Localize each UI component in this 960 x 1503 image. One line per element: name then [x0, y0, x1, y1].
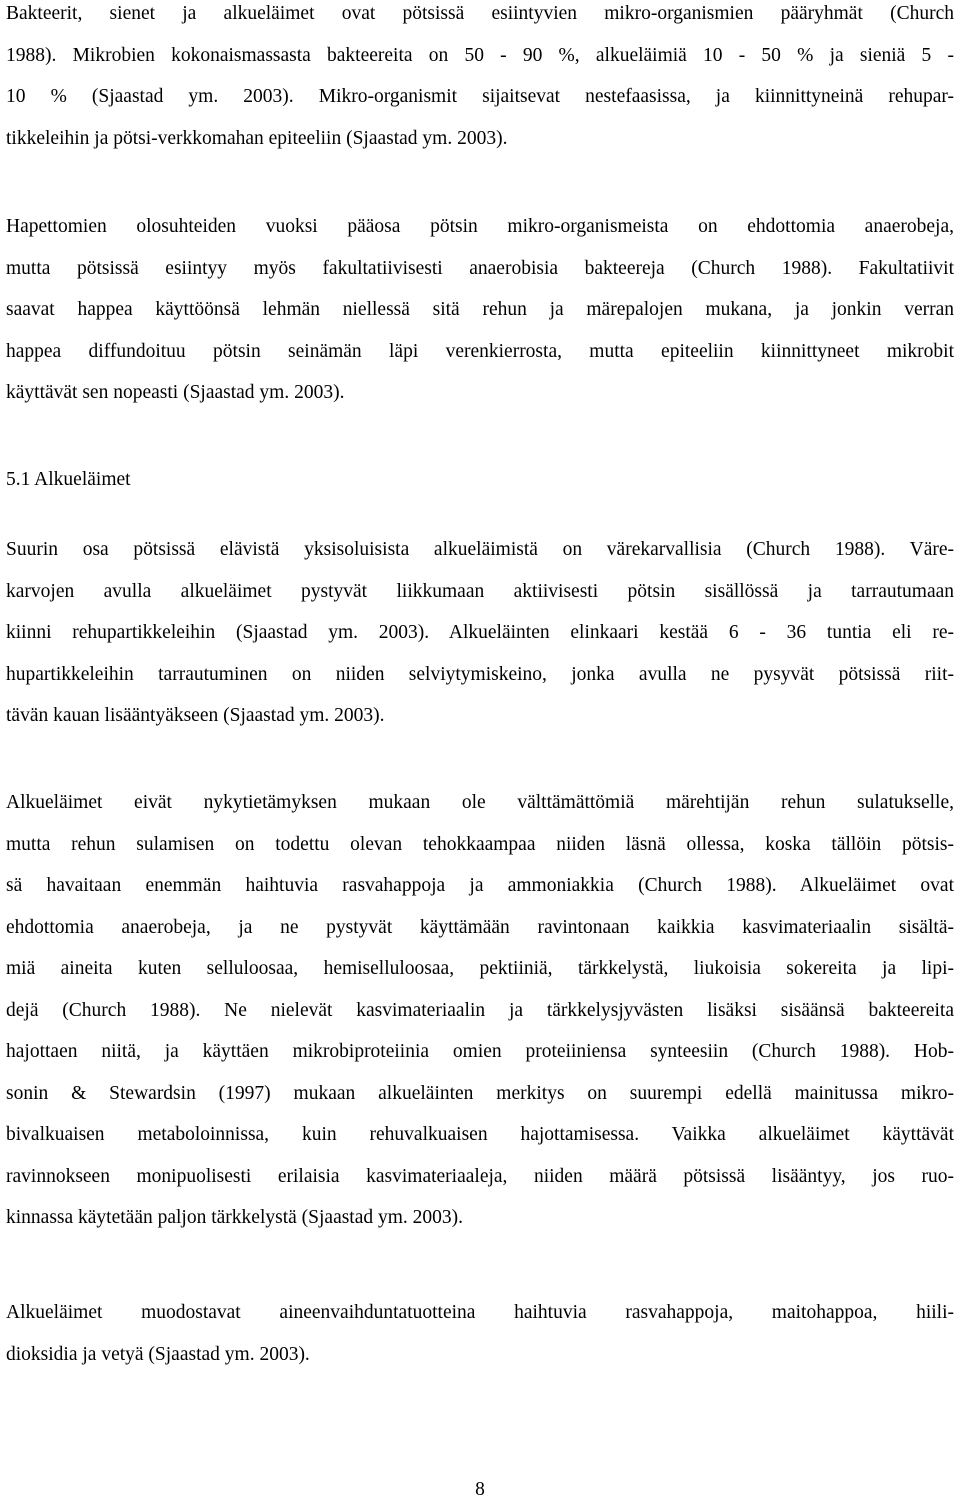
text-line: sonin & Stewardsin (1997) mukaan alkueläinten merkitys on suurempi edellä mainitussa mikro- [6, 1082, 954, 1104]
paragraph-microbe-groups [6, 0, 954, 159]
text-line: käyttävät sen nopeasti (Sjaastad ym. 2003). [6, 382, 345, 403]
text-line: bivalkuaisen metaboloinnissa, kuin rehuvalkuaisen hajottamisessa. Vaikka alkueläimet käyttävät [6, 1124, 954, 1145]
text-line: kiinni rehupartikkeleihin (Sjaastad ym. 2003). Alkueläinten elinkaari kestää 6 - 36 tuntia eli re- [6, 622, 954, 643]
text-line: 1988). Mikrobien kokonaismassasta bakteereita on 50 - 90 %, alkueläimiä 10 - 50 % ja sieniä 5 - [6, 44, 954, 66]
text-line: hupartikkeleihin tarrautuminen on niiden selviytymiskeino, jonka avulla ne pysyvät pötsissä riit- [6, 663, 954, 685]
text-line: Hapettomien olosuhteiden vuoksi pääosa pötsin mikro-organismeista on ehdottomia anaerobeja, [6, 216, 954, 237]
paragraph-metabolites [6, 1292, 954, 1375]
paragraph-anaerobic-conditions [6, 206, 954, 414]
page-number: 8 [475, 1479, 485, 1500]
text-line: Alkueläimet eivät nykytietämyksen mukaan ole välttämättömiä märehtijän rehun sulatukselle, [6, 792, 954, 813]
text-line: Alkueläimet muodostavat aineenvaihduntatuotteina haihtuvia rasvahappoja, maitohappoa, hiili- [6, 1302, 954, 1323]
text-line: saavat happea käyttöönsä lehmän niellessä sitä rehun ja märepalojen mukana, ja jonkin verran [6, 299, 954, 320]
text-line: dejä (Church 1988). Ne nielevät kasvimateriaalin ja tärkkelysjyvästen lisäksi sisäänsä bakteereita [6, 999, 954, 1021]
paragraph-ciliates [6, 529, 954, 737]
text-line: tikkeleihin ja pötsi-verkkomahan epiteeliin (Sjaastad ym. 2003). [6, 127, 508, 149]
text-line: karvojen avulla alkueläimet pystyvät liikkumaan aktiivisesti pötsin sisällössä ja tarrautumaan [6, 580, 954, 602]
text-line: miä aineita kuten selluloosaa, hemiselluloosaa, pektiiniä, tärkkelystä, liukoisia sokereita ja lipi- [6, 958, 954, 979]
text-line: ravinnokseen monipuolisesti erilaisia kasvimateriaaleja, niiden määrä pötsissä lisääntyy, jos ruo- [6, 1165, 954, 1187]
text-line: 10 % (Sjaastad ym. 2003). Mikro-organismit sijaitsevat nestefaasissa, ja kiinnittyneinä rehupar- [6, 86, 954, 107]
text-line: mutta pötsissä esiintyy myös fakultatiivisesti anaerobisia bakteereja (Church 1988). Fakultatiivit [6, 257, 954, 279]
text-line: Bakteerit, sienet ja alkueläimet ovat pötsissä esiintyvien mikro-organismien pääryhmät (Church [6, 3, 954, 24]
section-heading: 5.1 Alkueläimet [6, 469, 131, 490]
text-line: tävän kauan lisääntyäkseen (Sjaastad ym. 2003). [6, 705, 385, 726]
text-line: sä havaitaan enemmän haihtuvia rasvahappoja ja ammoniakkia (Church 1988). Alkueläimet ovat [6, 875, 954, 896]
text-line: hajottaen niitä, ja käyttäen mikrobiproteiinia omien proteiiniensa synteesiin (Church 1988). Hob- [6, 1041, 954, 1062]
section-heading-block [6, 459, 954, 501]
paragraph-protozoa-role [6, 782, 954, 1239]
text-line: kinnassa käytetään paljon tärkkelystä (Sjaastad ym. 2003). [6, 1207, 464, 1228]
text-line: ehdottomia anaerobeja, ja ne pystyvät käyttämään ravintonaan kaikkia kasvimateriaalin sisältä- [6, 916, 954, 938]
text-line: dioksidia ja vetyä (Sjaastad ym. 2003). [6, 1343, 310, 1365]
text-line: mutta rehun sulamisen on todettu olevan tehokkaampaa niiden läsnä ollessa, koska tällöin pötsis- [6, 833, 954, 855]
text-line: happea diffundoituu pötsin seinämän läpi verenkierrosta, mutta epiteeliin kiinnittyneet mikrobit [6, 340, 954, 362]
text-line: Suurin osa pötsissä elävistä yksisoluisista alkueläimistä on värekarvallisia (Church 1988). Väre- [6, 539, 954, 560]
